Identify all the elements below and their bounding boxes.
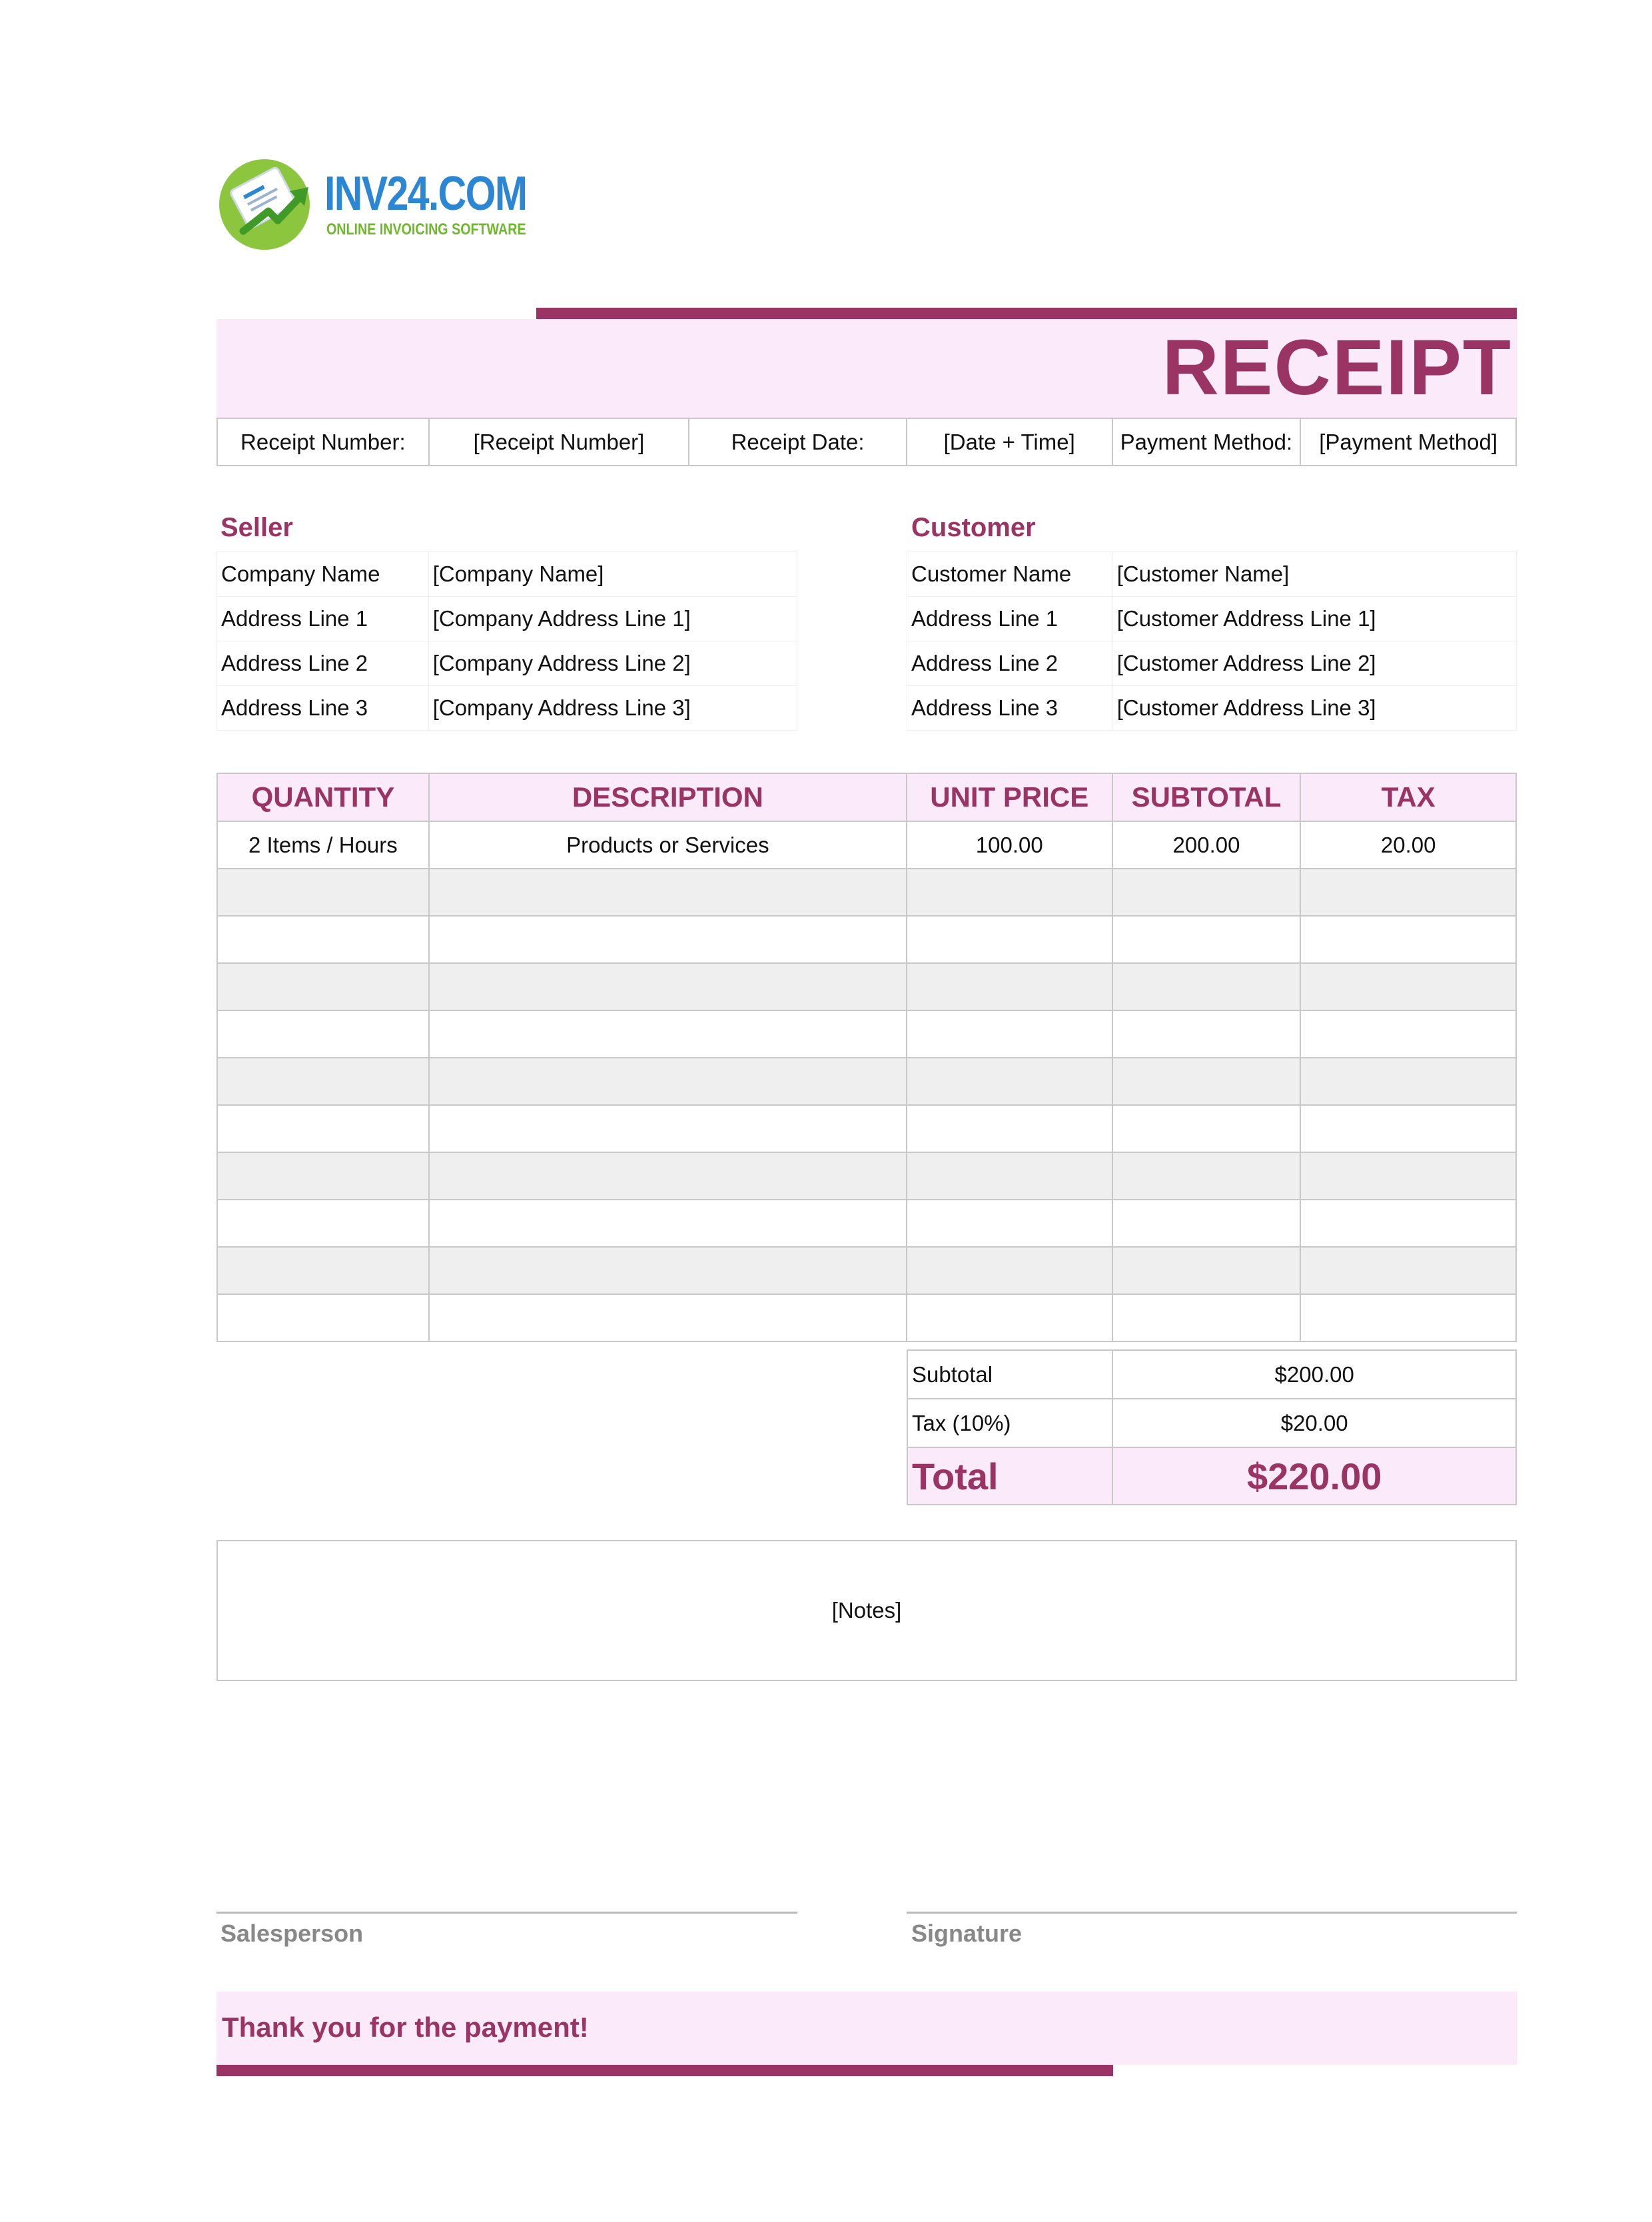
receipt-date-label: Receipt Date: (689, 418, 907, 466)
column-header-quantity: QUANTITY (217, 773, 429, 821)
empty-cell[interactable] (217, 1294, 429, 1341)
payment-method-label: Payment Method: (1112, 418, 1301, 466)
seller-label: Address Line 1 (217, 597, 429, 641)
seller-row (217, 597, 797, 641)
empty-cell[interactable] (1300, 1294, 1516, 1341)
empty-cell[interactable] (1112, 1058, 1301, 1105)
empty-cell[interactable] (429, 1058, 907, 1105)
total-value: $220.00 (1112, 1447, 1516, 1505)
seller-value[interactable]: [Company Address Line 2] (428, 641, 797, 686)
seller-table (216, 552, 797, 731)
empty-cell[interactable] (907, 1294, 1112, 1341)
empty-cell[interactable] (217, 1105, 429, 1152)
seller-value[interactable]: [Company Address Line 3] (428, 686, 797, 731)
empty-cell[interactable] (1300, 1058, 1516, 1105)
page-title: RECEIPT (1162, 324, 1512, 412)
empty-cell[interactable] (429, 1294, 907, 1341)
empty-cell[interactable] (1300, 869, 1516, 916)
empty-cell[interactable] (429, 1152, 907, 1200)
subtotal-label: Subtotal (907, 1350, 1112, 1399)
table-row (217, 1105, 1516, 1152)
empty-cell[interactable] (1300, 916, 1516, 963)
column-header-unit-price: UNIT PRICE (907, 773, 1112, 821)
signature-label: Signature (911, 1920, 1023, 1947)
seller-value[interactable]: [Company Address Line 1] (428, 597, 797, 641)
column-header-tax: TAX (1300, 773, 1516, 821)
table-row (217, 1200, 1516, 1247)
empty-cell[interactable] (1112, 963, 1301, 1010)
signature-line (907, 1912, 1517, 1914)
customer-value[interactable]: [Customer Address Line 3] (1112, 686, 1516, 731)
customer-label: Address Line 2 (907, 641, 1113, 686)
table-row (217, 1294, 1516, 1341)
table-row (217, 821, 1516, 869)
receipt-date-value[interactable]: [Date + Time] (907, 418, 1112, 466)
payment-method-value[interactable]: [Payment Method] (1300, 418, 1516, 466)
seller-label: Address Line 2 (217, 641, 429, 686)
customer-label: Address Line 1 (907, 597, 1113, 641)
total-label: Total (907, 1447, 1112, 1505)
empty-cell[interactable] (907, 869, 1112, 916)
empty-cell[interactable] (907, 916, 1112, 963)
column-header-subtotal: SUBTOTAL (1112, 773, 1301, 821)
table-row (217, 1247, 1516, 1294)
header-accent-bar (536, 308, 1517, 319)
empty-cell[interactable] (1112, 916, 1301, 963)
empty-cell[interactable] (1112, 1010, 1301, 1058)
seller-row (217, 552, 797, 597)
notes-text: [Notes] (831, 1598, 902, 1623)
empty-cell[interactable] (217, 963, 429, 1010)
receipt-number-label: Receipt Number: (217, 418, 429, 466)
tax-label: Tax (10%) (907, 1399, 1112, 1447)
items-table (216, 773, 1517, 1342)
customer-value[interactable]: [Customer Name] (1112, 552, 1516, 597)
empty-cell[interactable] (1112, 1247, 1301, 1294)
table-row (217, 869, 1516, 916)
logo-name: INV24.COM (324, 167, 527, 220)
notes-box[interactable] (216, 1540, 1517, 1681)
empty-cell[interactable] (429, 1105, 907, 1152)
subtotal-value: $200.00 (1112, 1350, 1516, 1399)
table-row (217, 1058, 1516, 1105)
item-tax[interactable]: 20.00 (1300, 821, 1516, 869)
seller-label: Company Name (217, 552, 429, 597)
customer-row (907, 641, 1517, 686)
empty-cell[interactable] (217, 1010, 429, 1058)
thank-you-message: Thank you for the payment! (222, 2012, 589, 2043)
empty-cell[interactable] (1300, 1105, 1516, 1152)
item-subtotal[interactable]: 200.00 (1112, 821, 1301, 869)
customer-row (907, 597, 1517, 641)
table-row (217, 1152, 1516, 1200)
footer-accent-bar (216, 2065, 1113, 2076)
empty-cell[interactable] (1300, 1152, 1516, 1200)
empty-cell[interactable] (907, 1010, 1112, 1058)
empty-cell[interactable] (1112, 1105, 1301, 1152)
seller-value[interactable]: [Company Name] (428, 552, 797, 597)
customer-heading: Customer (911, 513, 1036, 542)
tax-value: $20.00 (1112, 1399, 1516, 1447)
customer-value[interactable]: [Customer Address Line 2] (1112, 641, 1516, 686)
tax-row (907, 1399, 1516, 1447)
receipt-info-table (216, 418, 1517, 466)
customer-label: Address Line 3 (907, 686, 1113, 731)
empty-cell[interactable] (429, 963, 907, 1010)
receipt-number-value[interactable]: [Receipt Number] (429, 418, 689, 466)
empty-cell[interactable] (907, 963, 1112, 1010)
empty-cell[interactable] (1300, 963, 1516, 1010)
empty-cell[interactable] (1300, 1010, 1516, 1058)
empty-cell[interactable] (217, 1058, 429, 1105)
seller-row (217, 641, 797, 686)
total-row (907, 1447, 1516, 1505)
item-quantity[interactable]: 2 Items / Hours (217, 821, 429, 869)
seller-label: Address Line 3 (217, 686, 429, 731)
empty-cell[interactable] (1112, 1152, 1301, 1200)
table-row (217, 963, 1516, 1010)
empty-cell[interactable] (217, 1152, 429, 1200)
salesperson-signature-line (216, 1912, 797, 1914)
empty-cell[interactable] (217, 1247, 429, 1294)
empty-cell[interactable] (907, 1105, 1112, 1152)
empty-cell[interactable] (1112, 1294, 1301, 1341)
empty-cell[interactable] (1112, 869, 1301, 916)
empty-cell[interactable] (1112, 1200, 1301, 1247)
empty-cell[interactable] (907, 1058, 1112, 1105)
customer-label: Customer Name (907, 552, 1113, 597)
table-row (217, 916, 1516, 963)
empty-cell[interactable] (429, 869, 907, 916)
seller-row (217, 686, 797, 731)
empty-cell[interactable] (429, 1200, 907, 1247)
empty-cell[interactable] (217, 916, 429, 963)
customer-value[interactable]: [Customer Address Line 1] (1112, 597, 1516, 641)
customer-row (907, 552, 1517, 597)
table-row (217, 1010, 1516, 1058)
empty-cell[interactable] (217, 1200, 429, 1247)
column-header-description: DESCRIPTION (429, 773, 907, 821)
empty-cell[interactable] (907, 1247, 1112, 1294)
empty-cell[interactable] (907, 1200, 1112, 1247)
totals-table (907, 1349, 1517, 1505)
customer-table (907, 552, 1517, 731)
empty-cell[interactable] (217, 869, 429, 916)
salesperson-label: Salesperson (220, 1920, 364, 1947)
empty-cell[interactable] (907, 1152, 1112, 1200)
seller-heading: Seller (220, 513, 293, 542)
empty-cell[interactable] (1300, 1247, 1516, 1294)
customer-row (907, 686, 1517, 731)
empty-cell[interactable] (1300, 1200, 1516, 1247)
item-unit-price[interactable]: 100.00 (907, 821, 1112, 869)
logo-tagline: ONLINE INVOICING SOFTWARE (326, 220, 526, 238)
subtotal-row (907, 1350, 1516, 1399)
item-description[interactable]: Products or Services (429, 821, 907, 869)
empty-cell[interactable] (429, 1010, 907, 1058)
empty-cell[interactable] (429, 916, 907, 963)
empty-cell[interactable] (429, 1247, 907, 1294)
